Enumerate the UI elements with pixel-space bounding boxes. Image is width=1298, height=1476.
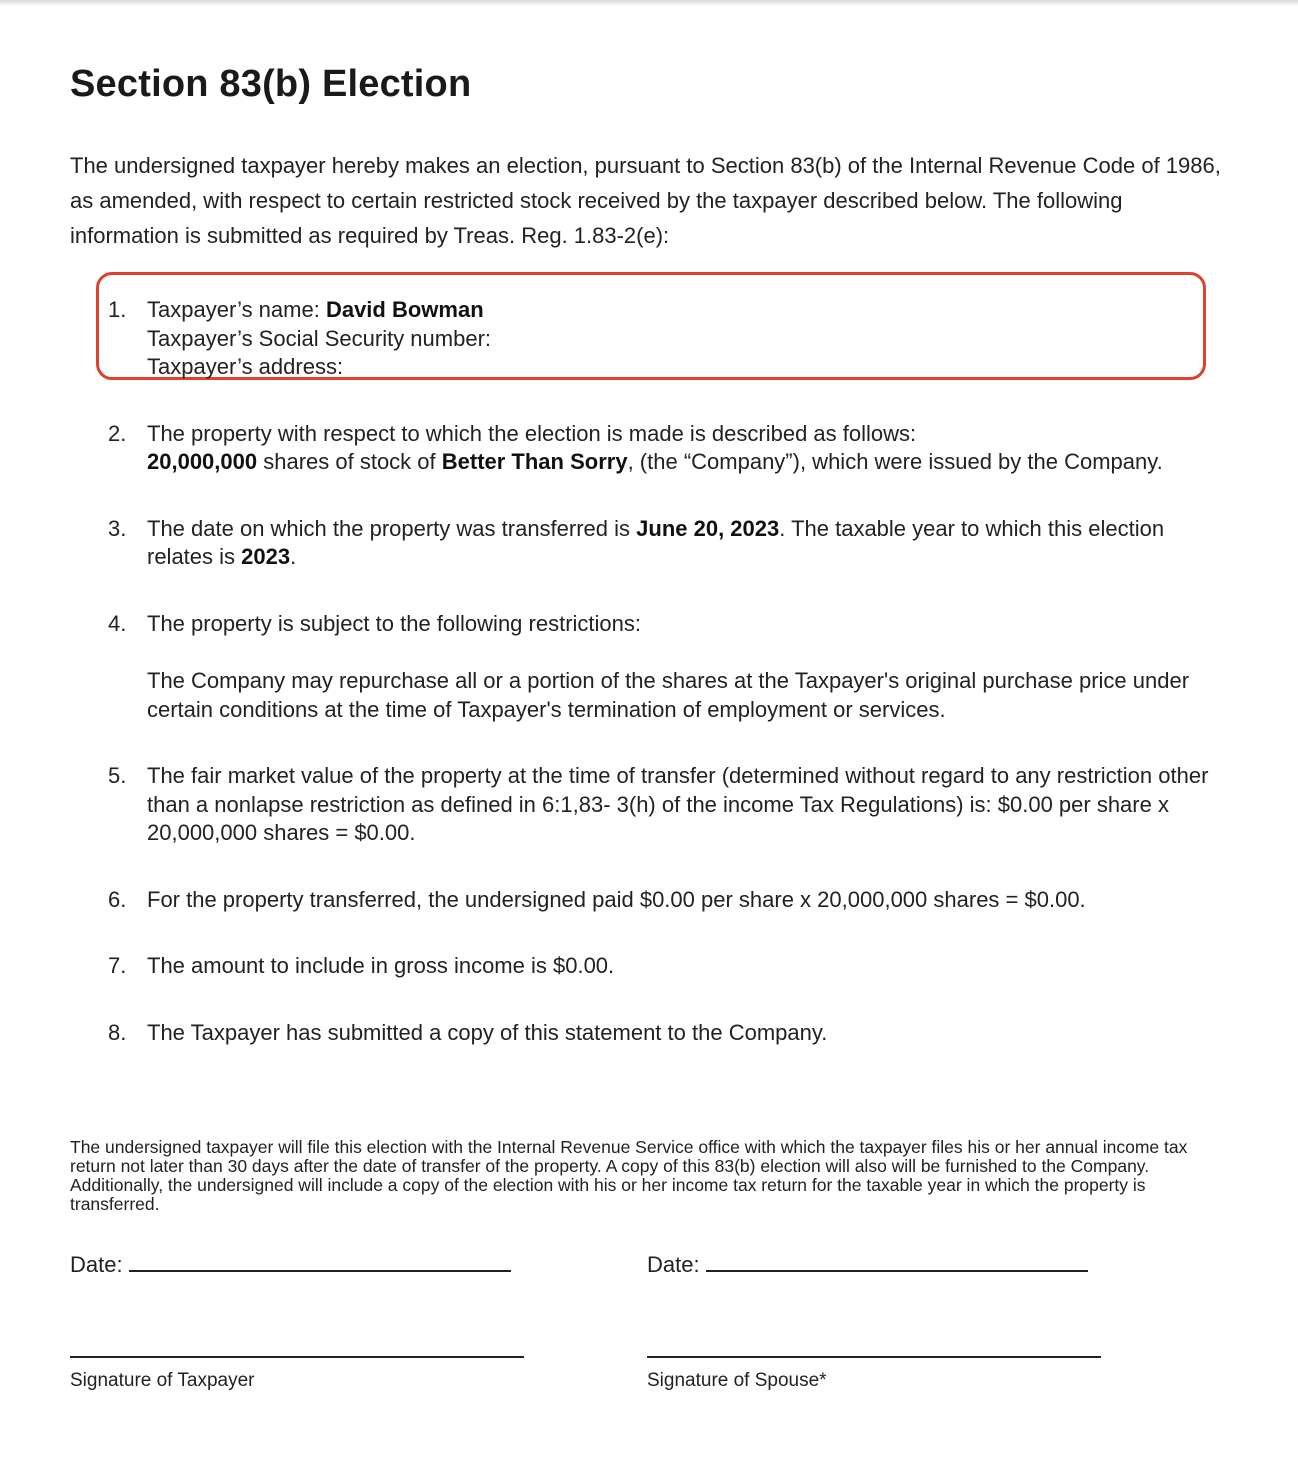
taxpayer-address-label: Taxpayer’s address: [147,354,344,379]
list-item-gross-income [70,952,1230,981]
filing-statement: The undersigned taxpayer will file this election with the Internal Revenue Service office with which the taxpayer files his or her annual income tax return not later than 30 days after the date of transfer of the property. A copy of this 83(b) election will also will be furnished to the Company. Additionally, the undersigned will include a copy of the election with his or her income tax return for the taxable year in which the property is transferred. [70,1137,1188,1214]
top-edge-shadow [0,0,1298,6]
taxpayer-name-value: David Bowman [325,297,484,322]
list-item-restrictions [70,610,1230,725]
copy-submitted-text: The Taxpayer has submitted a copy of this statement to the Company. [147,1019,828,1045]
list-item-property [70,420,1230,477]
spouse-signature-line[interactable] [647,1356,1101,1358]
gross-income-text: The amount to include in gross income is $0.00. [147,953,615,978]
taxpayer-signature-line[interactable] [70,1356,524,1358]
transfer-date-lead: The date on which the property was transferred is [147,515,637,541]
share-count: 20,000,000 [147,449,258,474]
amount-paid-text: For the property transferred, the undersigned paid $0.00 per share x 20,000,000 shares = $0.00. [147,886,1086,912]
list-item-amount-paid [70,886,1230,915]
transfer-date: June 20, 2023 [636,515,780,541]
list-item-taxpayer-info [70,296,1230,382]
sentence-end: . [290,544,297,569]
page-title: Section 83(b) Election [70,63,472,105]
list-item-fair-market-value [70,762,1230,848]
fair-market-value-text: The fair market value of the property at the time of transfer (determined without regard to any restriction other than a nonlapse restriction as defined in 6:1,83- 3(h) of the income Tax Regulations) is: $0.00 per share x 20,000,000 shares = $0.00. [147,763,1209,845]
list-item-copy-submitted [70,1019,1230,1048]
date-label: Date: [647,1252,700,1277]
date-label: Date: [70,1252,123,1277]
item-number: 5. [108,763,127,788]
item-number: 6. [108,886,127,912]
property-text: shares of stock of [257,449,442,474]
list-item-transfer-date [70,515,1230,572]
item-number: 1. [108,297,127,322]
property-text-tail: , (the “Company”), which were issued by the Company. [627,449,1163,474]
property-description [147,448,1230,477]
item-number: 7. [108,953,127,978]
spouse-date-field[interactable] [647,1252,1088,1278]
transfer-date-text [147,515,1230,572]
item-number: 4. [108,610,127,636]
property-intro: The property with respect to which the election is made is described as follows: [147,420,917,446]
spouse-signature-label: Signature of Spouse* [647,1370,827,1391]
election-items-list [70,296,1230,1047]
taxpayer-signature-label: Signature of Taxpayer [70,1370,255,1391]
restrictions-text: The Company may repurchase all or a portion of the shares at the Taxpayer's original purchase price under certain conditions at the time of Taxpayer's termination of employment or services. [147,668,1190,722]
intro-paragraph: The undersigned taxpayer hereby makes an election, pursuant to Section 83(b) of the Internal Revenue Code of 1986, as amended, with respect to certain restricted stock received by the taxpayer described below. The following information is submitted as required by Treas. Reg. 1.83-2(e): [70,153,1221,248]
date-line [706,1270,1088,1272]
item-number: 3. [108,515,127,541]
taxpayer-ssn-label: Taxpayer’s Social Security number: [147,325,492,351]
taxable-year-lead: . The taxable year to which this election relates is [147,515,1165,569]
taxpayer-name-label: Taxpayer’s name: [147,297,326,322]
taxable-year: 2023 [241,544,291,569]
company-name: Better Than Sorry [441,449,628,474]
item-number: 2. [108,420,127,446]
taxpayer-name-line [147,296,1230,325]
date-line [129,1270,511,1272]
restrictions-intro: The property is subject to the following restrictions: [147,610,642,636]
taxpayer-date-field[interactable] [70,1252,511,1278]
item-number: 8. [108,1019,127,1045]
document-page [70,56,1230,1391]
